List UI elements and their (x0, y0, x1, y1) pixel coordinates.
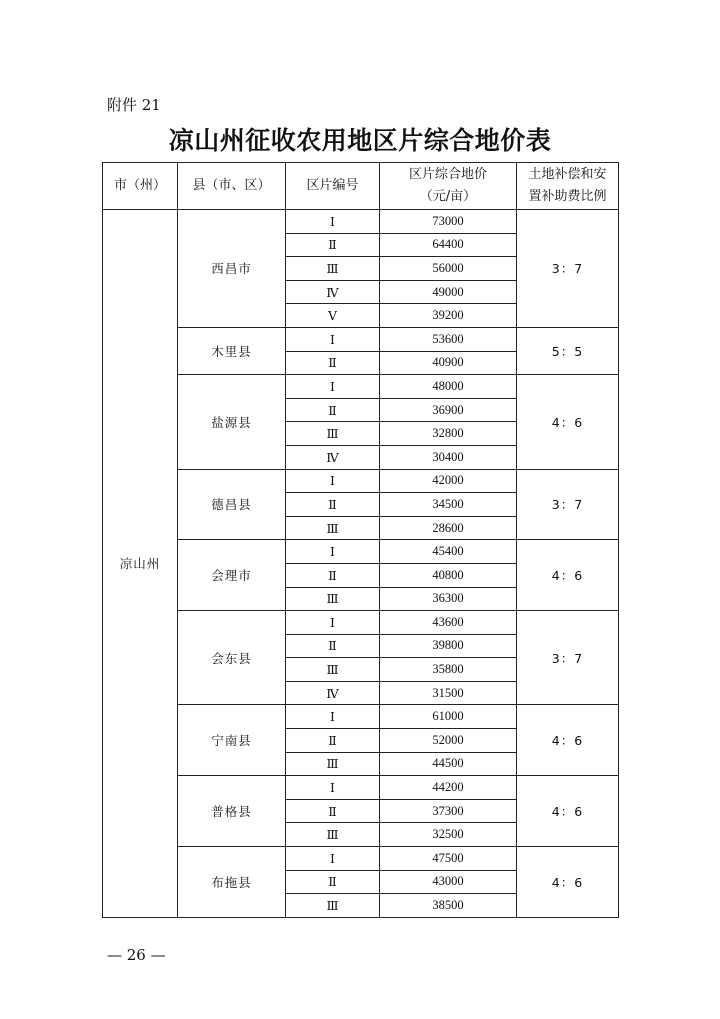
zone-number-cell: Ⅱ (286, 398, 380, 422)
county-cell: 宁南县 (178, 705, 286, 776)
zone-number-cell: Ⅱ (286, 563, 380, 587)
zone-number-cell: Ⅲ (286, 894, 380, 918)
price-cell: 32500 (380, 823, 517, 847)
price-cell: 44200 (380, 776, 517, 800)
county-cell: 会东县 (178, 611, 286, 705)
county-cell: 德昌县 (178, 469, 286, 540)
price-cell: 30400 (380, 445, 517, 469)
table-row (103, 540, 619, 564)
ratio-cell: 4：6 (517, 847, 619, 918)
zone-number-cell: Ⅳ (286, 445, 380, 469)
zone-number-cell: Ⅰ (286, 375, 380, 399)
price-cell: 64400 (380, 233, 517, 257)
zone-number-cell: Ⅱ (286, 351, 380, 375)
county-cell: 布拖县 (178, 847, 286, 918)
price-cell: 44500 (380, 752, 517, 776)
zone-number-cell: Ⅲ (286, 257, 380, 281)
header-ratio-line2: 置补助费比例 (528, 189, 607, 204)
zone-number-cell: Ⅱ (286, 634, 380, 658)
county-cell: 盐源县 (178, 375, 286, 469)
price-cell: 38500 (380, 894, 517, 918)
price-cell: 61000 (380, 705, 517, 729)
price-cell: 53600 (380, 327, 517, 351)
county-cell: 普格县 (178, 776, 286, 847)
county-cell: 西昌市 (178, 210, 286, 328)
zone-number-cell: Ⅱ (286, 729, 380, 753)
price-cell: 40800 (380, 563, 517, 587)
zone-number-cell: Ⅰ (286, 210, 380, 234)
price-cell: 31500 (380, 681, 517, 705)
header-city: 市（州） (103, 163, 178, 210)
zone-number-cell: Ⅱ (286, 870, 380, 894)
table-row (103, 375, 619, 399)
zone-number-cell: Ⅲ (286, 823, 380, 847)
price-cell: 47500 (380, 847, 517, 871)
price-cell: 34500 (380, 493, 517, 517)
page-number: — 26 — (107, 946, 166, 964)
price-cell: 43000 (380, 870, 517, 894)
table-row (103, 611, 619, 635)
zone-number-cell: Ⅳ (286, 280, 380, 304)
table-row (103, 847, 619, 871)
price-cell: 36900 (380, 398, 517, 422)
zone-number-cell: Ⅰ (286, 540, 380, 564)
ratio-cell: 3：7 (517, 611, 619, 705)
zone-number-cell: Ⅰ (286, 469, 380, 493)
ratio-cell: 3：7 (517, 210, 619, 328)
header-county: 县（市、区） (178, 163, 286, 210)
zone-number-cell: Ⅰ (286, 611, 380, 635)
zone-number-cell: Ⅱ (286, 799, 380, 823)
county-cell: 会理市 (178, 540, 286, 611)
table-row (103, 705, 619, 729)
header-ratio-line1: 土地补偿和安 (528, 167, 607, 182)
zone-number-cell: Ⅲ (286, 422, 380, 446)
zone-number-cell: Ⅱ (286, 493, 380, 517)
table-row (103, 327, 619, 351)
price-cell: 49000 (380, 280, 517, 304)
price-cell: 40900 (380, 351, 517, 375)
zone-number-cell: Ⅱ (286, 233, 380, 257)
header-zone-no: 区片编号 (286, 163, 380, 210)
county-cell: 木里县 (178, 327, 286, 374)
header-ratio (517, 163, 619, 210)
table-body (103, 210, 619, 918)
zone-number-cell: Ⅰ (286, 327, 380, 351)
price-cell: 73000 (380, 210, 517, 234)
zone-number-cell: Ⅲ (286, 516, 380, 540)
price-cell: 56000 (380, 257, 517, 281)
header-price (380, 163, 517, 210)
price-cell: 42000 (380, 469, 517, 493)
ratio-cell: 4：6 (517, 375, 619, 469)
ratio-cell: 3：7 (517, 469, 619, 540)
price-cell: 43600 (380, 611, 517, 635)
city-cell: 凉山州 (103, 210, 178, 918)
zone-number-cell: Ⅲ (286, 587, 380, 611)
zone-number-cell: Ⅲ (286, 658, 380, 682)
price-cell: 48000 (380, 375, 517, 399)
price-cell: 32800 (380, 422, 517, 446)
table-header-row (103, 163, 619, 210)
table-row (103, 469, 619, 493)
ratio-cell: 4：6 (517, 776, 619, 847)
attachment-label: 附件 21 (107, 96, 161, 114)
zone-number-cell: Ⅰ (286, 705, 380, 729)
header-price-line2: （元/亩） (419, 189, 477, 204)
ratio-cell: 4：6 (517, 540, 619, 611)
price-cell: 39200 (380, 304, 517, 328)
header-price-line1: 区片综合地价 (408, 167, 487, 182)
zone-number-cell: Ⅴ (286, 304, 380, 328)
zone-number-cell: Ⅲ (286, 752, 380, 776)
zone-number-cell: Ⅰ (286, 847, 380, 871)
ratio-cell: 4：6 (517, 705, 619, 776)
price-cell: 36300 (380, 587, 517, 611)
table-row (103, 210, 619, 234)
price-cell: 28600 (380, 516, 517, 540)
zone-number-cell: Ⅳ (286, 681, 380, 705)
price-cell: 45400 (380, 540, 517, 564)
price-cell: 37300 (380, 799, 517, 823)
price-cell: 35800 (380, 658, 517, 682)
page-title: 凉山州征收农用地区片综合地价表 (168, 126, 552, 155)
table-row (103, 776, 619, 800)
land-price-table (102, 162, 619, 918)
ratio-cell: 5：5 (517, 327, 619, 374)
price-cell: 39800 (380, 634, 517, 658)
price-cell: 52000 (380, 729, 517, 753)
zone-number-cell: Ⅰ (286, 776, 380, 800)
